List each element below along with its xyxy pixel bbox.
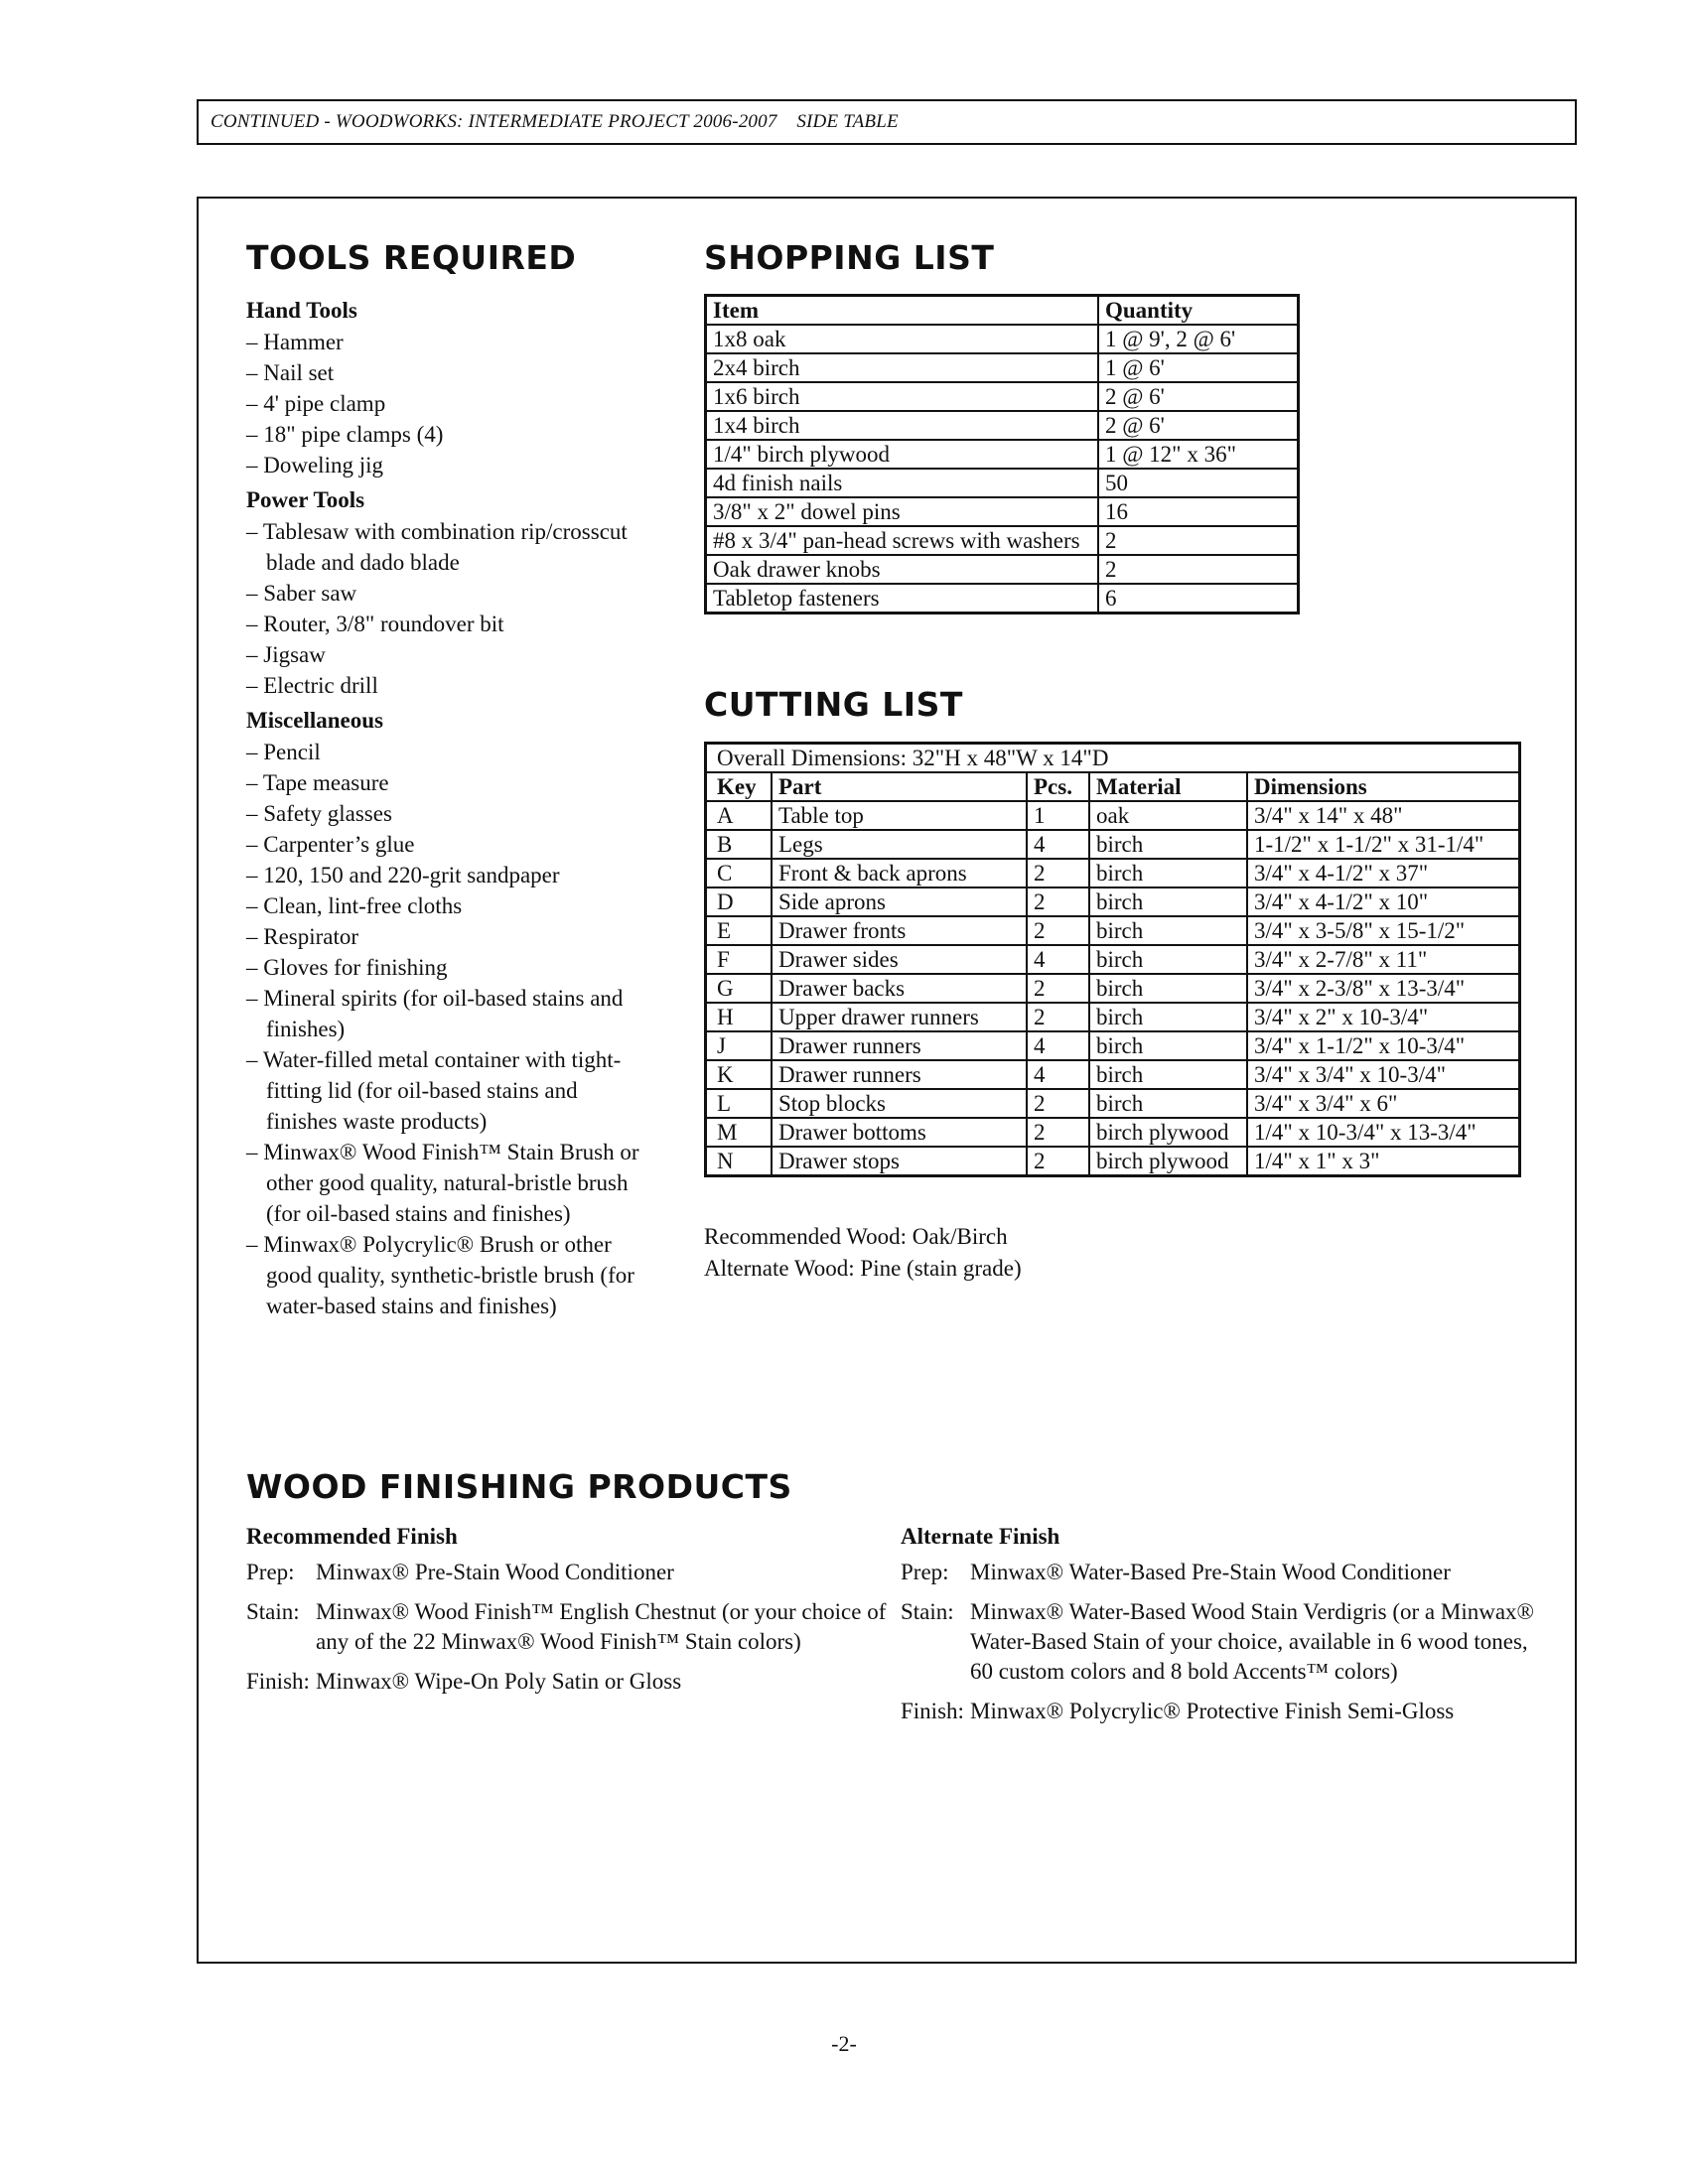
list-item: – Clean, lint-free cloths bbox=[246, 890, 643, 921]
table-cell: A bbox=[706, 801, 773, 830]
table-cell: Table top bbox=[772, 801, 1027, 830]
finish-text: Minwax® Water-Based Pre-Stain Wood Conditioner bbox=[970, 1560, 1451, 1584]
table-row bbox=[706, 1089, 1520, 1118]
table-cell: F bbox=[706, 945, 773, 974]
table-cell: 3/4" x 3/4" x 6" bbox=[1247, 1089, 1520, 1118]
table-cell: 1 @ 12" x 36" bbox=[1098, 440, 1299, 469]
table-cell: 2 bbox=[1027, 1147, 1089, 1176]
list-item: – Saber saw bbox=[246, 578, 643, 609]
table-cell: 2 bbox=[1027, 1118, 1089, 1147]
page-number: -2- bbox=[831, 2031, 857, 2056]
table-cell: birch bbox=[1089, 887, 1247, 916]
table-cell: Legs bbox=[772, 830, 1027, 859]
tools-section bbox=[246, 298, 643, 1328]
table-row bbox=[706, 859, 1520, 887]
table-cell: birch bbox=[1089, 859, 1247, 887]
table-cell: 6 bbox=[1098, 584, 1299, 614]
finish-row bbox=[901, 1697, 1536, 1726]
finishing-title: WOOD FINISHING PRODUCTS bbox=[246, 1467, 792, 1506]
header-title: CONTINUED - WOODWORKS: INTERMEDIATE PROJECT 2006-2007 SIDE TABLE bbox=[211, 111, 899, 132]
table-cell: 3/4" x 4-1/2" x 10" bbox=[1247, 887, 1520, 916]
table-cell: 1/4" x 10-3/4" x 13-3/4" bbox=[1247, 1118, 1520, 1147]
list-item: – Gloves for finishing bbox=[246, 952, 643, 983]
table-row bbox=[706, 555, 1299, 584]
table-cell: #8 x 3/4" pan-head screws with washers bbox=[706, 526, 1099, 555]
column-header: Material bbox=[1089, 772, 1247, 801]
table-cell: 4d finish nails bbox=[706, 469, 1099, 497]
table-cell: Drawer bottoms bbox=[772, 1118, 1027, 1147]
table-cell: birch bbox=[1089, 1031, 1247, 1060]
table-cell: 3/4" x 3-5/8" x 15-1/2" bbox=[1247, 916, 1520, 945]
table-cell: birch bbox=[1089, 974, 1247, 1003]
list-item: – Tape measure bbox=[246, 767, 643, 798]
table-cell: H bbox=[706, 1003, 773, 1031]
alternate-finish-heading: Alternate Finish bbox=[901, 1524, 1060, 1549]
table-cell: 1/4" x 1" x 3" bbox=[1247, 1147, 1520, 1176]
table-row bbox=[706, 411, 1299, 440]
table-row bbox=[706, 830, 1520, 859]
table-cell: 1x8 oak bbox=[706, 325, 1099, 353]
table-cell: J bbox=[706, 1031, 773, 1060]
table-header-row bbox=[706, 772, 1520, 801]
table-cell: 3/8" x 2" dowel pins bbox=[706, 497, 1099, 526]
table-cell: birch plywood bbox=[1089, 1118, 1247, 1147]
table-cell: 4 bbox=[1027, 945, 1089, 974]
table-cell: Drawer runners bbox=[772, 1031, 1027, 1060]
table-cell: 1 @ 6' bbox=[1098, 353, 1299, 382]
finish-label: Prep: bbox=[901, 1560, 949, 1584]
list-item: – Carpenter’s glue bbox=[246, 829, 643, 860]
table-cell: birch bbox=[1089, 945, 1247, 974]
table-cell: 2 bbox=[1027, 887, 1089, 916]
finish-row bbox=[246, 1597, 892, 1657]
finish-label: Prep: bbox=[246, 1560, 295, 1584]
table-cell: birch bbox=[1089, 830, 1247, 859]
table-cell: Drawer fronts bbox=[772, 916, 1027, 945]
table-row bbox=[706, 1147, 1520, 1176]
table-cell: 1 bbox=[1027, 801, 1089, 830]
table-cell: 3/4" x 2-7/8" x 11" bbox=[1247, 945, 1520, 974]
list-item: – Water-filled metal container with tight-fitting lid (for oil-based stains and finishes waste products) bbox=[246, 1044, 643, 1137]
overall-dimensions: Overall Dimensions: 32"H x 48"W x 14"D bbox=[706, 744, 1520, 773]
table-cell: B bbox=[706, 830, 773, 859]
table-row bbox=[706, 325, 1299, 353]
list-item: – Hammer bbox=[246, 327, 643, 357]
table-cell: 2 bbox=[1098, 526, 1299, 555]
list-item: – Respirator bbox=[246, 921, 643, 952]
table-cell: 1x6 birch bbox=[706, 382, 1099, 411]
table-row bbox=[706, 382, 1299, 411]
table-cell: L bbox=[706, 1089, 773, 1118]
table-cell: Drawer stops bbox=[772, 1147, 1027, 1176]
finish-text: Minwax® Water-Based Wood Stain Verdigris (or a Minwax® Water-Based Stain of your choice, available in 6 wood tones, 60 custom colors and 8 bold Accents™ colors) bbox=[970, 1599, 1535, 1684]
table-cell: 4 bbox=[1027, 1060, 1089, 1089]
table-cell: birch plywood bbox=[1089, 1147, 1247, 1176]
table-cell: Oak drawer knobs bbox=[706, 555, 1099, 584]
table-cell: Drawer backs bbox=[772, 974, 1027, 1003]
table-cell: 4 bbox=[1027, 830, 1089, 859]
finish-text: Minwax® Wood Finish™ English Chestnut (or your choice of any of the 22 Minwax® Wood Finish™ Stain colors) bbox=[316, 1599, 887, 1654]
overall-dimensions-row bbox=[706, 744, 1520, 773]
table-row bbox=[706, 1118, 1520, 1147]
list-item: – Doweling jig bbox=[246, 450, 643, 480]
finish-label: Stain: bbox=[246, 1599, 300, 1624]
column-header: Pcs. bbox=[1027, 772, 1089, 801]
list-item: – 18" pipe clamps (4) bbox=[246, 419, 643, 450]
table-cell: 2 bbox=[1027, 859, 1089, 887]
table-cell: Drawer sides bbox=[772, 945, 1027, 974]
tools-group-heading: Power Tools bbox=[246, 487, 365, 512]
table-cell: 2 @ 6' bbox=[1098, 411, 1299, 440]
table-cell: 2 bbox=[1027, 1089, 1089, 1118]
table-row bbox=[706, 1060, 1520, 1089]
finish-label: Finish: bbox=[901, 1699, 964, 1723]
table-cell: 3/4" x 2" x 10-3/4" bbox=[1247, 1003, 1520, 1031]
list-item: – Mineral spirits (for oil-based stains and finishes) bbox=[246, 983, 643, 1044]
table-row bbox=[706, 469, 1299, 497]
finish-label: Finish: bbox=[246, 1669, 310, 1694]
table-row bbox=[706, 497, 1299, 526]
table-cell: 3/4" x 4-1/2" x 37" bbox=[1247, 859, 1520, 887]
recommended-finish bbox=[246, 1524, 892, 1706]
shopping-title: SHOPPING LIST bbox=[704, 238, 995, 277]
table-row bbox=[706, 887, 1520, 916]
table-cell: 2 bbox=[1027, 974, 1089, 1003]
table-cell: 1x4 birch bbox=[706, 411, 1099, 440]
cutting-table bbox=[704, 742, 1521, 1177]
tools-group-heading: Hand Tools bbox=[246, 298, 357, 323]
finish-text: Minwax® Pre-Stain Wood Conditioner bbox=[316, 1560, 674, 1584]
table-cell: 3/4" x 3/4" x 10-3/4" bbox=[1247, 1060, 1520, 1089]
table-row bbox=[706, 1003, 1520, 1031]
table-cell: 4 bbox=[1027, 1031, 1089, 1060]
table-row bbox=[706, 916, 1520, 945]
column-header: Quantity bbox=[1098, 296, 1299, 326]
table-header-row bbox=[706, 296, 1299, 326]
table-cell: 2 bbox=[1027, 1003, 1089, 1031]
table-cell: birch bbox=[1089, 1003, 1247, 1031]
table-row bbox=[706, 945, 1520, 974]
table-cell: Drawer runners bbox=[772, 1060, 1027, 1089]
table-cell: birch bbox=[1089, 1089, 1247, 1118]
table-cell: 1/4" birch plywood bbox=[706, 440, 1099, 469]
list-item: – Tablesaw with combination rip/crosscut blade and dado blade bbox=[246, 516, 643, 578]
table-cell: 16 bbox=[1098, 497, 1299, 526]
table-cell: birch bbox=[1089, 916, 1247, 945]
misc-tools-list bbox=[246, 737, 643, 1321]
recommended-wood: Recommended Wood: Oak/Birch bbox=[704, 1224, 1008, 1249]
column-header: Key bbox=[706, 772, 773, 801]
finish-row bbox=[901, 1558, 1536, 1587]
tools-group-heading: Miscellaneous bbox=[246, 708, 383, 733]
table-cell: 2 bbox=[1027, 916, 1089, 945]
table-cell: 2 bbox=[1098, 555, 1299, 584]
list-item: – Router, 3/8" roundover bit bbox=[246, 609, 643, 639]
table-cell: 1 @ 9', 2 @ 6' bbox=[1098, 325, 1299, 353]
table-cell: 50 bbox=[1098, 469, 1299, 497]
table-cell: E bbox=[706, 916, 773, 945]
table-cell: G bbox=[706, 974, 773, 1003]
list-item: – 4' pipe clamp bbox=[246, 388, 643, 419]
table-cell: 2x4 birch bbox=[706, 353, 1099, 382]
list-item: – Jigsaw bbox=[246, 639, 643, 670]
list-item: – Minwax® Polycrylic® Brush or other good quality, synthetic-bristle brush (for water-based stains and finishes) bbox=[246, 1229, 643, 1321]
power-tools-list bbox=[246, 516, 643, 701]
list-item: – Nail set bbox=[246, 357, 643, 388]
table-cell: Front & back aprons bbox=[772, 859, 1027, 887]
finish-row bbox=[246, 1667, 892, 1697]
table-row bbox=[706, 1031, 1520, 1060]
list-item: – Electric drill bbox=[246, 670, 643, 701]
column-header: Part bbox=[772, 772, 1027, 801]
table-cell: 3/4" x 1-1/2" x 10-3/4" bbox=[1247, 1031, 1520, 1060]
table-cell: 3/4" x 2-3/8" x 13-3/4" bbox=[1247, 974, 1520, 1003]
column-header: Dimensions bbox=[1247, 772, 1520, 801]
alternate-wood: Alternate Wood: Pine (stain grade) bbox=[704, 1256, 1022, 1281]
table-row bbox=[706, 526, 1299, 555]
list-item: – Minwax® Wood Finish™ Stain Brush or other good quality, natural-bristle brush (for oil-based stains and finishes) bbox=[246, 1137, 643, 1229]
table-cell: Side aprons bbox=[772, 887, 1027, 916]
table-cell: Upper drawer runners bbox=[772, 1003, 1027, 1031]
table-row bbox=[706, 801, 1520, 830]
table-cell: C bbox=[706, 859, 773, 887]
alternate-finish bbox=[901, 1524, 1536, 1736]
finish-row bbox=[246, 1558, 892, 1587]
table-cell: D bbox=[706, 887, 773, 916]
recommended-finish-heading: Recommended Finish bbox=[246, 1524, 458, 1549]
page-header bbox=[197, 99, 1577, 145]
table-cell: N bbox=[706, 1147, 773, 1176]
table-row bbox=[706, 440, 1299, 469]
list-item: – Pencil bbox=[246, 737, 643, 767]
table-row bbox=[706, 584, 1299, 614]
table-cell: oak bbox=[1089, 801, 1247, 830]
finish-text: Minwax® Polycrylic® Protective Finish Semi-Gloss bbox=[970, 1699, 1455, 1723]
table-cell: birch bbox=[1089, 1060, 1247, 1089]
column-header: Item bbox=[706, 296, 1099, 326]
table-row bbox=[706, 974, 1520, 1003]
shopping-table bbox=[704, 294, 1300, 614]
table-cell: Tabletop fasteners bbox=[706, 584, 1099, 614]
hand-tools-list bbox=[246, 327, 643, 480]
table-cell: K bbox=[706, 1060, 773, 1089]
finish-label: Stain: bbox=[901, 1599, 954, 1624]
table-cell: M bbox=[706, 1118, 773, 1147]
cutting-title: CUTTING LIST bbox=[704, 685, 963, 724]
tools-title: TOOLS REQUIRED bbox=[246, 238, 577, 277]
table-cell: 2 @ 6' bbox=[1098, 382, 1299, 411]
table-row bbox=[706, 353, 1299, 382]
list-item: – Safety glasses bbox=[246, 798, 643, 829]
finish-row bbox=[901, 1597, 1536, 1687]
wood-notes bbox=[704, 1221, 1022, 1285]
table-cell: 3/4" x 14" x 48" bbox=[1247, 801, 1520, 830]
table-cell: Stop blocks bbox=[772, 1089, 1027, 1118]
list-item: – 120, 150 and 220-grit sandpaper bbox=[246, 860, 643, 890]
table-cell: 1-1/2" x 1-1/2" x 31-1/4" bbox=[1247, 830, 1520, 859]
finish-text: Minwax® Wipe-On Poly Satin or Gloss bbox=[316, 1669, 682, 1694]
